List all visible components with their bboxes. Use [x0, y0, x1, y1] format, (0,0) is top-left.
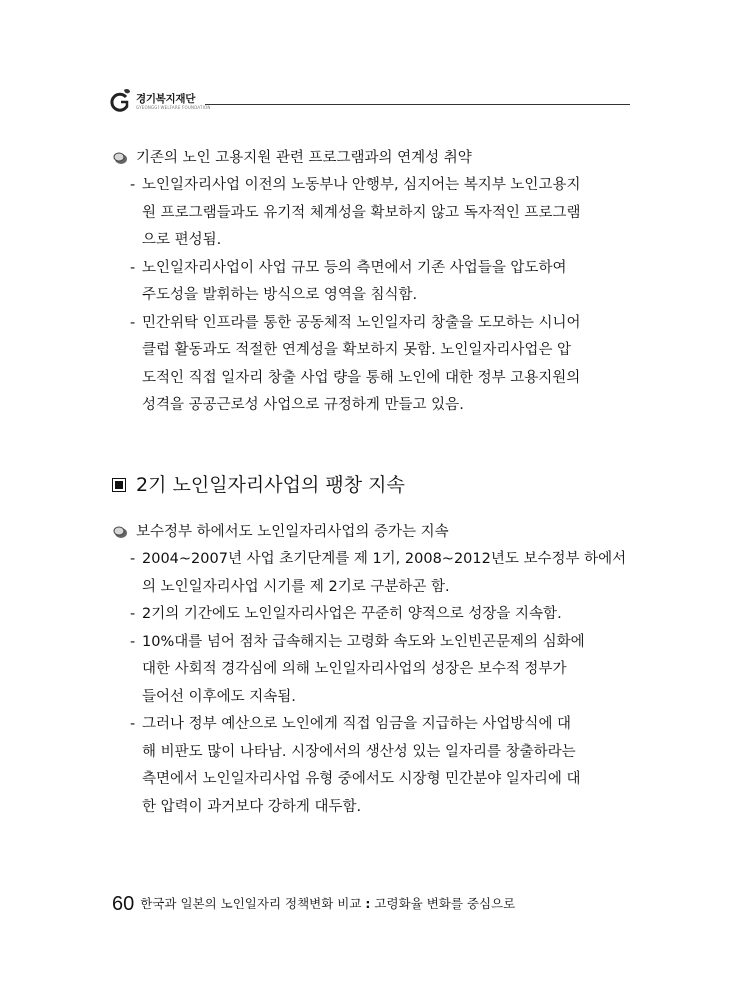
footer-title-left: 한국과 일본의 노인일자리 정책변화 비교 — [140, 896, 362, 911]
page-number: 60 — [112, 893, 135, 915]
bullet-heading-text: 보수정부 하에서도 노인일자리사업의 증가는 지속 — [136, 524, 449, 540]
footer-colon: : — [365, 896, 371, 911]
round-bullet-icon — [112, 525, 128, 539]
page-header — [110, 88, 630, 118]
header-rule — [205, 104, 630, 105]
page-footer — [112, 893, 515, 916]
section-heading-text: 2기 노인일자리사업의 팽창 지속 — [136, 474, 405, 496]
list-item: - 노인일자리사업이 사업 규모 등의 측면에서 기존 사업들을 압도하여 주도성을 발휘하는 방식으로 영역을 침식함. — [130, 259, 567, 303]
bullet-heading — [112, 146, 632, 170]
org-name: 경기복지재단 — [136, 93, 196, 105]
bullet-heading — [112, 520, 632, 544]
list-item: - 민간위탁 인프라를 통한 공동체적 노인일자리 창출을 도모하는 시니어 클럽 활동과도 적절한 연계성을 확보하지 못함. 노인일자리사업은 압 도적인 직접 일자리 창출 사업 량을 통해 노인에 대한 정부 고용지원의 성격을 공공근로성 사업으로 규정하게 만들고 있음. — [130, 314, 581, 413]
section-2 — [112, 520, 632, 821]
round-bullet-icon — [112, 151, 128, 165]
list-item: - 2기의 기간에도 노인일자리사업은 꾸준히 양적으로 성장을 지속함. — [130, 606, 562, 622]
list-item: - 2004~2007년 사업 초기단계를 제 1기, 2008~2012년도 보수정부 하에서 의 노인일자리사업 시기를 제 2기로 구분하곤 함. — [130, 551, 627, 595]
bullet-heading-text: 기존의 노인 고용지원 관련 프로그램과의 연계성 취약 — [136, 150, 472, 166]
section-1 — [112, 146, 632, 420]
list-item: - 그러나 정부 예산으로 노인에게 직접 임금을 지급하는 사업방식에 대 해 비판도 많이 나타남. 시장에서의 생산성 있는 일자리를 창출하라는 측면에서 노인일자리사업 유형 중에서도 시장형 민간분야 일자리에 대 한 압력이 과거보다 강하게 대두함. — [130, 716, 581, 815]
section-heading — [112, 472, 405, 498]
filled-square-icon — [112, 478, 126, 492]
list-item: - 10%대를 넘어 점차 급속해지는 고령화 속도와 노인빈곤문제의 심화에 대한 사회적 경각심에 의해 노인일자리사업의 성장은 보수적 정부가 들어선 이후에도 지속됨. — [130, 633, 585, 705]
footer-title-right: 고령화율 변화를 중심으로 — [374, 896, 516, 911]
foundation-logo-icon — [110, 88, 132, 114]
org-subtitle: GYEONGGI WELFARE FOUNDATION — [136, 105, 211, 110]
list-item: - 노인일자리사업 이전의 노동부나 안행부, 심지어는 복지부 노인고용지 원 프로그램들과도 유기적 체계성을 확보하지 않고 독자적인 프로그램 으로 편성됨. — [130, 177, 581, 248]
